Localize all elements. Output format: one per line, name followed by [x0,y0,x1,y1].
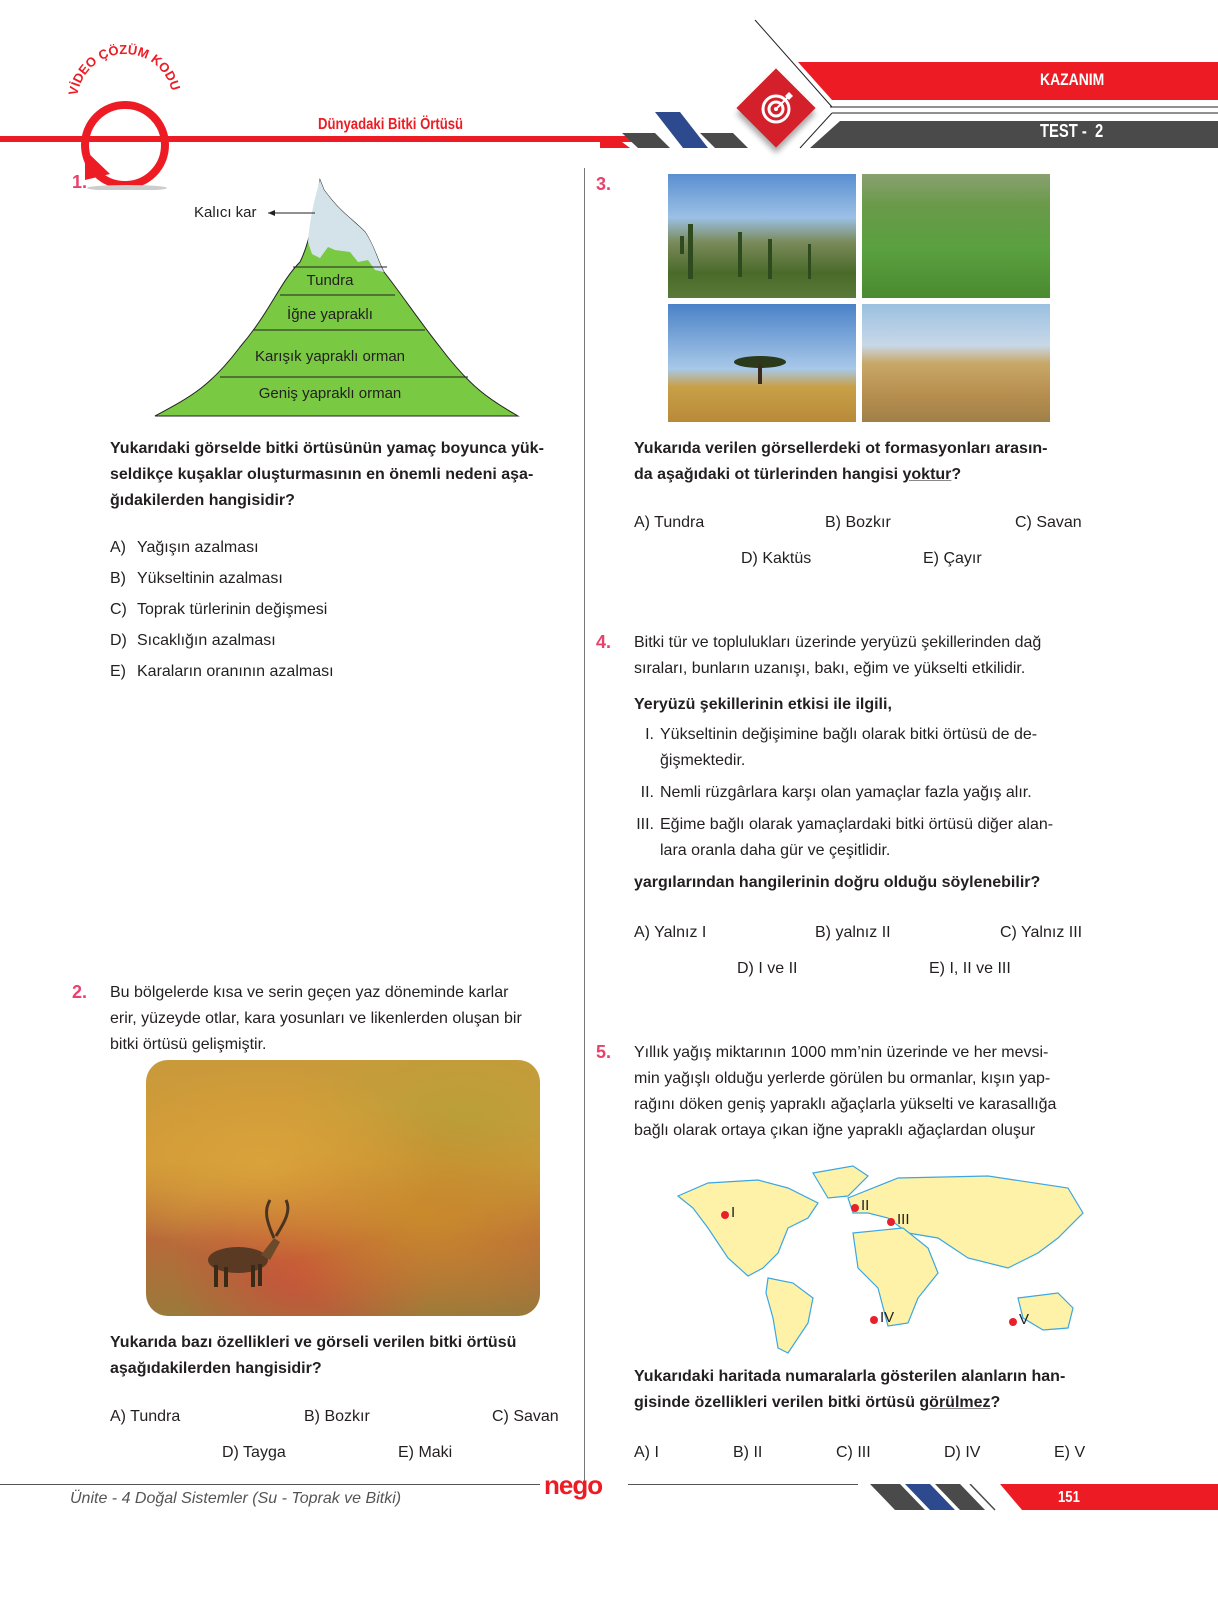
zone-coniferous: İğne yapraklı [287,306,373,323]
text-line: Nemli rüzgârlara karşı olan yamaçlar fazla yağış alır. [660,784,1032,801]
question-number: 1. [72,172,88,192]
video-solution-badge[interactable] [55,40,195,190]
text-part: ? [951,466,962,483]
text-part: gisinde özellikleri verilen bitki örtüsü [634,1394,920,1411]
text-line: Eğime bağlı olarak yamaçlardaki bitki örtüsü diğer alan- [660,816,1054,833]
statement-number: II. [640,784,654,801]
text-line: aşağıdakilerden hangisidir? [110,1360,322,1377]
option-text: Toprak türlerinin değişmesi [137,601,328,618]
question-3-text [634,436,1048,488]
footer-rule-left [0,1484,540,1485]
question-5-stem [634,1040,1056,1144]
statement-3 [634,812,1053,864]
text-line: Yükseltinin değişimine bağlı olarak bitki örtüsü de de- [660,726,1038,743]
map-marker-label: III [897,1211,910,1228]
option-c[interactable]: C) III [836,1444,871,1461]
steppe-photo [862,304,1050,422]
unit-text: Ünite - 4 Doğal Sistemler (Su - Toprak ve Bitki) [70,1490,402,1507]
option-d[interactable] [110,625,334,656]
zone-broadleaf-forest: Geniş yapraklı orman [258,385,402,402]
option-text: Sıcaklığın azalması [137,632,276,649]
text-line: Yukarıdaki haritada numaralarla gösterilen alanların han- [634,1368,1066,1385]
option-c[interactable]: C) Savan [492,1408,559,1425]
logo-text: nego [544,1470,603,1500]
test-label [1040,121,1117,142]
text-line: ğişmektedir. [660,752,746,769]
text-line: lara oranla daha gür ve çeşitlidir. [660,842,891,859]
footer-decor [870,1484,1218,1514]
question-number: 3. [596,174,612,194]
statements-list [634,722,1053,864]
text-line: Yıllık yağış miktarının 1000 mm’nin üzerinde ve her mevsi- [634,1044,1049,1061]
statement-number: III. [636,816,654,833]
text-part: ? [990,1394,1001,1411]
option-a[interactable]: A) Tundra [634,514,705,531]
page-number [1058,1489,1085,1507]
zone-mixed-forest: Karışık yapraklı orman [254,348,406,365]
map-marker-label: IV [880,1309,895,1326]
north-america [678,1180,818,1276]
option-b[interactable]: B) II [733,1444,763,1461]
topic-title [318,116,495,134]
option-a[interactable] [110,532,334,563]
text-line: ğıdakilerden hangisidir? [110,492,295,509]
underlined-word: yoktur [902,466,952,483]
cactus-icons [668,174,856,298]
option-c[interactable]: C) Yalnız III [1000,924,1083,941]
video-badge-text: VİDEO ÇÖZÜM KODU [65,41,184,97]
option-text: Yükseltinin azalması [137,570,283,587]
option-a[interactable]: A) Tundra [110,1408,181,1425]
option-b[interactable]: B) yalnız II [815,924,891,941]
text-line: rağını döken geniş yapraklı ağaçlarla yükselti ve karasallığa [634,1096,1057,1113]
statement-number: I. [645,726,654,743]
question-2-text [110,1330,516,1382]
question-1-text [110,436,544,514]
underlined-word: görülmez [919,1394,991,1411]
snow-label: Kalıcı kar [194,204,257,221]
question-5-text [634,1364,1065,1416]
marker-dot [887,1218,895,1226]
kazanim-label [1040,70,1118,90]
option-d[interactable]: D) IV [944,1444,981,1461]
text-part: da aşağıdaki ot türlerinden hangisi [634,466,903,483]
option-text: Yağışın azalması [137,539,259,556]
test-text: TEST - 2 [1040,121,1104,141]
marker-dot [1009,1318,1017,1326]
text-line: min yağışlı olduğu yerlerde görülen bu ormanlar, kışın yap- [634,1070,1051,1087]
footer-rule-right [628,1484,858,1485]
option-e[interactable]: E) V [1054,1444,1086,1461]
option-a[interactable]: A) I [634,1444,659,1461]
question-4-lead: Yeryüzü şekillerinin etkisi ile ilgili, [634,696,892,713]
text-line: bağlı olarak ortaya çıkan iğne yapraklı ağaçlardan oluşur [634,1122,1036,1139]
option-d[interactable]: D) I ve II [737,960,798,977]
option-b[interactable]: B) Bozkır [304,1408,370,1425]
question-4-stem [634,630,1041,682]
question-number: 5. [596,1042,612,1062]
cactus-desert-photo [668,174,856,298]
option-letter: E) [110,663,126,680]
option-b[interactable]: B) Bozkır [825,514,891,531]
text-line: Yukarıda bazı özellikleri ve görseli verilen bitki örtüsü [110,1334,517,1351]
caribou-silhouette [146,1060,540,1316]
text-line: erir, yüzeyde otlar, kara yosunları ve likenlerden oluşan bir [110,1010,522,1027]
marker-dot [870,1316,878,1324]
option-e[interactable] [110,656,334,687]
map-marker-label: II [861,1197,870,1214]
text-line: bitki örtüsü gelişmiştir. [110,1036,267,1053]
header-decor [600,15,1218,165]
header-red-rule [0,136,640,142]
question-2-stem [110,980,522,1058]
marker-dot [851,1204,859,1212]
option-e[interactable]: E) Çayır [923,550,982,567]
option-text: Karaların oranının azalması [137,663,334,680]
option-letter: D) [110,632,127,649]
text-line: Bu bölgelerde kısa ve serin geçen yaz döneminde karlar [110,984,509,1001]
publisher-logo [544,1470,602,1501]
tundra-photo [146,1060,540,1316]
marker-dot [721,1211,729,1219]
option-e[interactable]: E) Maki [398,1444,453,1461]
africa [853,1228,938,1326]
savanna-photo [668,304,856,422]
option-a[interactable]: A) Yalnız I [634,924,707,941]
south-america [766,1278,813,1353]
option-c[interactable] [110,594,334,625]
target-icon [756,88,796,128]
topic-title-text: Dünyadaki Bitki Örtüsü [318,116,464,133]
text-line: Yukarıdaki görselde bitki örtüsünün yamaç boyunca yük- [110,440,544,457]
option-letter: A) [110,539,126,556]
option-d[interactable]: D) Kaktüs [741,550,812,567]
option-letter: B) [110,570,126,587]
text-line [634,462,1048,488]
text-line: seldikçe kuşaklar oluşturmasının en önemli nedeni aşa- [110,466,534,483]
page-number-text: 151 [1058,1489,1080,1506]
map-marker-label: V [1019,1311,1030,1328]
option-e[interactable]: E) I, II ve III [929,960,1011,977]
question-number: 4. [596,632,612,652]
option-d[interactable]: D) Tayga [222,1444,286,1461]
text-line: Yukarıda verilen görsellerdeki ot formasyonları arasın- [634,440,1048,457]
text-line [634,1390,1065,1416]
answer-options [110,532,334,687]
statement-1 [634,722,1053,774]
question-number: 2. [72,982,88,1002]
text-line: Bitki tür ve toplulukları üzerinde yeryüzü şekillerinden dağ [634,634,1042,651]
column-divider [584,168,585,1498]
meadow-photo [862,174,1050,298]
statement-2 [634,780,1053,806]
option-c[interactable]: C) Savan [1015,514,1082,531]
map-marker-label: I [731,1204,736,1221]
question-4-text: yargılarından hangilerinin doğru olduğu söylenebilir? [634,874,1041,891]
option-b[interactable] [110,563,334,594]
zone-tundra: Tundra [306,272,354,289]
kazanim-text: KAZANIM [1040,70,1105,89]
option-letter: C) [110,601,127,618]
acacia-tree [668,304,856,422]
text-line: sıraları, bunların uzanışı, bakı, eğim ve yükselti etkilidir. [634,660,1026,677]
world-map [668,1158,1088,1358]
